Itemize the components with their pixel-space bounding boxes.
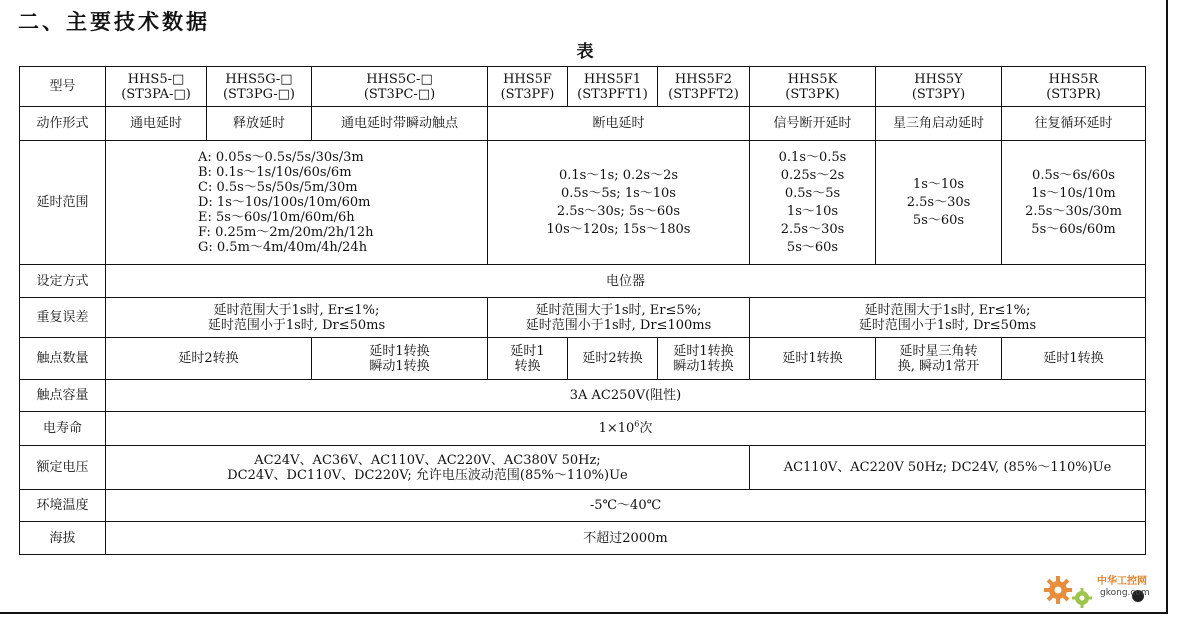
rated-voltage-cell: AC24V、AC36V、AC110V、AC220V、AC380V 50Hz; DC24V、DC110V、DC220V; 允许电压波动范围(85%～110%)Ue	[106, 446, 750, 490]
life-cell: $1\times 10^6$次	[106, 412, 1146, 446]
gear-icon	[1044, 576, 1072, 604]
row-delay-range	[20, 141, 1146, 265]
action-cell: 星三角启动延时	[876, 107, 1002, 141]
action-cell: 信号断开延时	[750, 107, 876, 141]
section-heading: 二、主要技术数据	[18, 10, 210, 34]
model-cell: HHS5F1 (ST3PFT1)	[568, 67, 658, 107]
action-cell: 释放延时	[207, 107, 312, 141]
spec-table	[19, 66, 1146, 555]
rated-voltage-cell: AC110V、AC220V 50Hz; DC24V, (85%～110%)Ue	[750, 446, 1146, 490]
delay-range-cell: 0.1s～0.5s 0.25s～2s 0.5s～5s 1s～10s 2.5s～30s 5s～60s	[750, 141, 876, 265]
repeat-error-cell: 延时范围大于1s时, Er≤5%; 延时范围小于1s时, Dr≤100ms	[488, 298, 750, 338]
repeat-error-cell: 延时范围大于1s时, Er≤1%; 延时范围小于1s时, Dr≤50ms	[750, 298, 1146, 338]
row-rated-voltage	[20, 446, 1146, 490]
repeat-error-cell: 延时范围大于1s时, Er≤1%; 延时范围小于1s时, Dr≤50ms	[106, 298, 488, 338]
model-cell: HHS5Y (ST3PY)	[876, 67, 1002, 107]
row-temperature	[20, 490, 1146, 522]
label-setting: 设定方式	[20, 265, 106, 298]
delay-range-cell: A: 0.05s～0.5s/5s/30s/3m B: 0.1s～1s/10s/60s/6m C: 0.5s～5s/50s/5m/30m D: 1s～10s/100s/10m/60m E: 5s～60s/10m/60m/6h F: 0.25m～2m/20m/2h/12h G: 0.5m～4m/40m/4h/24h	[106, 141, 488, 265]
contact-qty-cell: 延时1转换	[1002, 338, 1146, 380]
table-title: 表	[576, 42, 594, 62]
label-contact-cap: 触点容量	[20, 380, 106, 412]
delay-range-cell: 0.1s～1s; 0.2s～2s 0.5s～5s; 1s～10s 2.5s～30s; 5s～60s 10s～120s; 15s～180s	[488, 141, 750, 265]
temperature-cell: -5℃～40℃	[106, 490, 1146, 522]
contact-qty-cell: 延时2转换	[106, 338, 312, 380]
row-setting	[20, 265, 1146, 298]
row-model	[20, 67, 1146, 107]
label-repeat-error: 重复误差	[20, 298, 106, 338]
label-altitude: 海拔	[20, 522, 106, 555]
action-cell: 通电延时带瞬动触点	[312, 107, 488, 141]
row-life	[20, 412, 1146, 446]
model-cell: HHS5F2 (ST3PFT2)	[658, 67, 750, 107]
row-altitude	[20, 522, 1146, 555]
model-cell: HHS5F (ST3PF)	[488, 67, 568, 107]
label-contact-qty: 触点数量	[20, 338, 106, 380]
altitude-cell: 不超过2000m	[106, 522, 1146, 555]
watermark-brand: 中华工控网	[1097, 576, 1147, 587]
label-delay-range: 延时范围	[20, 141, 106, 265]
model-cell: HHS5K (ST3PK)	[750, 67, 876, 107]
action-cell: 往复循环延时	[1002, 107, 1146, 141]
page-border-bottom	[0, 612, 1168, 614]
delay-range-cell: 1s～10s 2.5s～30s 5s～60s	[876, 141, 1002, 265]
page-border-right	[1166, 0, 1168, 612]
setting-cell: 电位器	[106, 265, 1146, 298]
contact-cap-cell: 3A AC250V(阻性)	[106, 380, 1146, 412]
model-cell: HHS5R (ST3PR)	[1002, 67, 1146, 107]
label-action: 动作形式	[20, 107, 106, 141]
contact-qty-cell: 延时1 转换	[488, 338, 568, 380]
contact-qty-cell: 延时2转换	[568, 338, 658, 380]
contact-qty-cell: 延时1转换 瞬动1转换	[658, 338, 750, 380]
contact-qty-cell: 延时1转换	[750, 338, 876, 380]
row-contact-qty	[20, 338, 1146, 380]
row-repeat-error	[20, 298, 1146, 338]
model-cell: HHS5-□ (ST3PA-□)	[106, 67, 207, 107]
label-life: 电寿命	[20, 412, 106, 446]
action-cell: 断电延时	[488, 107, 750, 141]
label-rated-voltage: 额定电压	[20, 446, 106, 490]
row-action	[20, 107, 1146, 141]
action-cell: 通电延时	[106, 107, 207, 141]
contact-qty-cell: 延时1转换 瞬动1转换	[312, 338, 488, 380]
watermark-site: gkong.com	[1100, 588, 1150, 598]
delay-range-cell: 0.5s～6s/60s 1s～10s/10m 2.5s～30s/30m 5s～60s/60m	[1002, 141, 1146, 265]
contact-qty-cell: 延时星三角转 换, 瞬动1常开	[876, 338, 1002, 380]
label-model: 型号	[20, 67, 106, 107]
gear-icon	[1072, 588, 1092, 608]
model-cell: HHS5C-□ (ST3PC-□)	[312, 67, 488, 107]
model-cell: HHS5G-□ (ST3PG-□)	[207, 67, 312, 107]
label-temperature: 环境温度	[20, 490, 106, 522]
row-contact-cap	[20, 380, 1146, 412]
